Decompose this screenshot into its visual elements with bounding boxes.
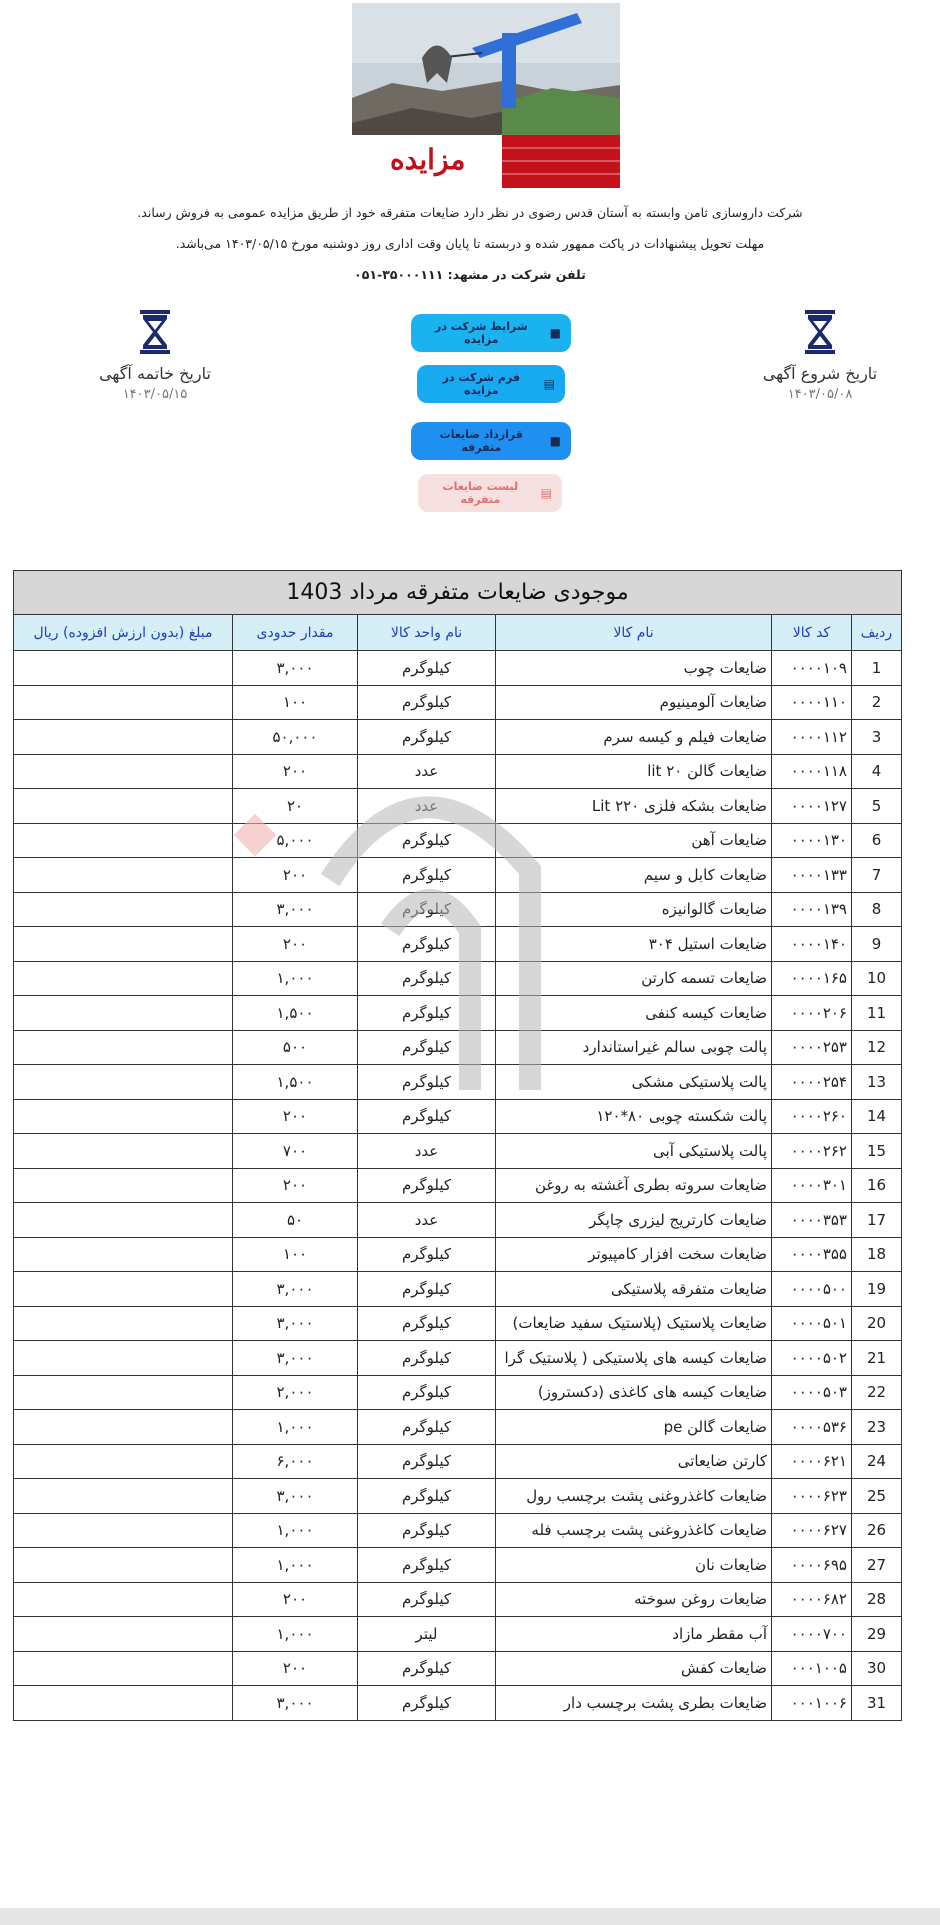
amount-cell[interactable] — [14, 892, 233, 927]
item-name-cell: ضایعات گالن ۲۰ lit — [496, 754, 772, 789]
unit-cell: کیلوگرم — [358, 823, 496, 858]
row-number-cell: 2 — [852, 685, 902, 720]
table-row — [14, 961, 902, 996]
intro-line-1: شرکت داروسازی ثامن وابسته به آستان قدس رضوی در نظر دارد ضایعات متفرقه خود از طریق مزایده عمومی به فروش رساند. — [137, 205, 803, 220]
item-code-cell: ۰۰۰۰۲۵۳ — [772, 1030, 852, 1065]
item-name-cell: ضایعات بطری پشت برچسب دار — [496, 1686, 772, 1721]
unit-cell: کیلوگرم — [358, 720, 496, 755]
amount-cell[interactable] — [14, 858, 233, 893]
table-row — [14, 1548, 902, 1583]
row-number-cell: 24 — [852, 1444, 902, 1479]
row-number-cell: 29 — [852, 1617, 902, 1652]
quantity-cell: ۱۰۰ — [233, 1237, 358, 1272]
item-code-cell: ۰۰۰۰۱۱۸ — [772, 754, 852, 789]
amount-cell[interactable] — [14, 823, 233, 858]
item-name-cell: ضایعات پلاستیک (پلاستیک سفید ضایعات) — [496, 1306, 772, 1341]
unit-cell: کیلوگرم — [358, 1168, 496, 1203]
amount-cell[interactable] — [14, 651, 233, 686]
auction-banner-image — [352, 3, 620, 188]
table-row — [14, 1513, 902, 1548]
item-code-cell: ۰۰۰۰۱۰۹ — [772, 651, 852, 686]
scrap-list-button[interactable] — [418, 474, 562, 512]
form-icon: ▤ — [543, 377, 555, 391]
item-code-cell: ۰۰۰۰۵۰۳ — [772, 1375, 852, 1410]
unit-cell: کیلوگرم — [358, 961, 496, 996]
row-number-cell: 18 — [852, 1237, 902, 1272]
unit-cell: کیلوگرم — [358, 1099, 496, 1134]
table-row — [14, 685, 902, 720]
quantity-cell: ۳,۰۰۰ — [233, 651, 358, 686]
table-row — [14, 1134, 902, 1169]
table-row — [14, 1099, 902, 1134]
table-row — [14, 858, 902, 893]
row-number-cell: 19 — [852, 1272, 902, 1307]
unit-cell: کیلوگرم — [358, 1375, 496, 1410]
item-name-cell: ضایعات کیسه کنفی — [496, 996, 772, 1031]
start-date-block — [720, 310, 920, 402]
table-row — [14, 720, 902, 755]
table-row — [14, 1065, 902, 1100]
item-name-cell: ضایعات فیلم و کیسه سرم — [496, 720, 772, 755]
quantity-cell: ۵۰۰ — [233, 1030, 358, 1065]
list-icon: ▤ — [540, 486, 552, 500]
amount-cell[interactable] — [14, 1375, 233, 1410]
table-row — [14, 789, 902, 824]
amount-cell[interactable] — [14, 1444, 233, 1479]
row-number-cell: 20 — [852, 1306, 902, 1341]
item-code-cell: ۰۰۰۰۵۰۰ — [772, 1272, 852, 1307]
unit-cell: کیلوگرم — [358, 1513, 496, 1548]
item-name-cell: ضایعات چوب — [496, 651, 772, 686]
row-number-cell: 26 — [852, 1513, 902, 1548]
table-row — [14, 1410, 902, 1445]
item-code-cell: ۰۰۰۰۳۰۱ — [772, 1168, 852, 1203]
unit-cell: کیلوگرم — [358, 858, 496, 893]
unit-cell: عدد — [358, 1134, 496, 1169]
quantity-cell: ۳,۰۰۰ — [233, 1306, 358, 1341]
unit-cell: لیتر — [358, 1617, 496, 1652]
row-number-cell: 1 — [852, 651, 902, 686]
quantity-cell: ۱,۵۰۰ — [233, 996, 358, 1031]
end-date-value: ۱۴۰۳/۰۵/۱۵ — [122, 387, 188, 402]
item-code-cell: ۰۰۰۰۱۱۰ — [772, 685, 852, 720]
unit-cell: عدد — [358, 754, 496, 789]
header-item-code: کد کالا — [772, 615, 852, 651]
auction-terms-button[interactable] — [411, 314, 571, 352]
unit-cell: کیلوگرم — [358, 651, 496, 686]
item-code-cell: ۰۰۰۰۱۳۰ — [772, 823, 852, 858]
quantity-cell: ۲۰ — [233, 789, 358, 824]
auction-form-button[interactable] — [417, 365, 565, 403]
item-code-cell: ۰۰۰۰۶۲۷ — [772, 1513, 852, 1548]
contract-label: قرارداد ضایعات متفرقه — [439, 428, 523, 454]
row-number-cell: 4 — [852, 754, 902, 789]
quantity-cell: ۳,۰۰۰ — [233, 1479, 358, 1514]
row-number-cell: 7 — [852, 858, 902, 893]
row-number-cell: 11 — [852, 996, 902, 1031]
item-code-cell: ۰۰۰۰۲۵۴ — [772, 1065, 852, 1100]
item-name-cell: ضایعات سروته بطری آغشته به روغن — [496, 1168, 772, 1203]
amount-cell[interactable] — [14, 789, 233, 824]
unit-cell: کیلوگرم — [358, 1341, 496, 1376]
amount-cell[interactable] — [14, 1030, 233, 1065]
item-code-cell: ۰۰۰۰۶۸۲ — [772, 1582, 852, 1617]
amount-cell[interactable] — [14, 1065, 233, 1100]
amount-cell[interactable] — [14, 1479, 233, 1514]
scrap-inventory-table — [13, 570, 902, 1721]
quantity-cell: ۲۰۰ — [233, 1582, 358, 1617]
item-name-cell: ضایعات استیل ۳۰۴ — [496, 927, 772, 962]
item-code-cell: ۰۰۰۱۰۰۶ — [772, 1686, 852, 1721]
item-name-cell: آب مقطر مازاد — [496, 1617, 772, 1652]
item-name-cell: ضایعات کاغذروغنی پشت برچسب رول — [496, 1479, 772, 1514]
item-code-cell: ۰۰۰۰۶۹۵ — [772, 1548, 852, 1583]
row-number-cell: 12 — [852, 1030, 902, 1065]
row-number-cell: 27 — [852, 1548, 902, 1583]
quantity-cell: ۳,۰۰۰ — [233, 1341, 358, 1376]
item-name-cell: ضایعات کیسه های پلاستیکی ( پلاستیک گرا — [496, 1341, 772, 1376]
item-name-cell: ضایعات تسمه کارتن — [496, 961, 772, 996]
row-number-cell: 28 — [852, 1582, 902, 1617]
item-name-cell: ضایعات سخت افزار کامپیوتر — [496, 1237, 772, 1272]
item-name-cell: ضایعات گالن pe — [496, 1410, 772, 1445]
quantity-cell: ۲,۰۰۰ — [233, 1375, 358, 1410]
quantity-cell: ۳,۰۰۰ — [233, 1686, 358, 1721]
amount-cell[interactable] — [14, 1548, 233, 1583]
unit-cell: کیلوگرم — [358, 1272, 496, 1307]
item-name-cell: ضایعات آلومینیوم — [496, 685, 772, 720]
row-number-cell: 13 — [852, 1065, 902, 1100]
start-date-value: ۱۴۰۳/۰۵/۰۸ — [787, 387, 853, 402]
amount-cell[interactable] — [14, 996, 233, 1031]
quantity-cell: ۵۰,۰۰۰ — [233, 720, 358, 755]
item-name-cell: پالت پلاستیکی مشکی — [496, 1065, 772, 1100]
unit-cell: عدد — [358, 789, 496, 824]
table-row — [14, 892, 902, 927]
amount-cell[interactable] — [14, 1203, 233, 1238]
row-number-cell: 3 — [852, 720, 902, 755]
row-number-cell: 31 — [852, 1686, 902, 1721]
unit-cell: کیلوگرم — [358, 1237, 496, 1272]
item-name-cell: ضایعات گالوانیزه — [496, 892, 772, 927]
unit-cell: کیلوگرم — [358, 1686, 496, 1721]
quantity-cell: ۶,۰۰۰ — [233, 1444, 358, 1479]
quantity-cell: ۵,۰۰۰ — [233, 823, 358, 858]
quantity-cell: ۱,۰۰۰ — [233, 1410, 358, 1445]
unit-cell: کیلوگرم — [358, 996, 496, 1031]
table-row — [14, 823, 902, 858]
amount-cell[interactable] — [14, 1306, 233, 1341]
amount-cell[interactable] — [14, 1513, 233, 1548]
end-date-block — [55, 310, 255, 402]
auction-form-label: فرم شرکت در مزایده — [442, 371, 521, 397]
item-code-cell: ۰۰۰۰۱۳۹ — [772, 892, 852, 927]
quantity-cell: ۱۰۰ — [233, 685, 358, 720]
amount-cell[interactable] — [14, 927, 233, 962]
amount-cell[interactable] — [14, 685, 233, 720]
header-item-name: نام کالا — [496, 615, 772, 651]
item-name-cell: کارتن ضایعاتی — [496, 1444, 772, 1479]
end-date-label: تاریخ خاتمه آگهی — [99, 364, 211, 383]
intro-line-2: مهلت تحویل پیشنهادات در پاکت ممهور شده و دربسته تا پایان وقت اداری روز دوشنبه مورخ ۱۴۰۳/۰۵/۱۵ می‌باشد. — [175, 236, 765, 251]
contract-button[interactable] — [411, 422, 571, 460]
item-code-cell: ۰۰۰۰۱۱۲ — [772, 720, 852, 755]
amount-cell[interactable] — [14, 1099, 233, 1134]
item-name-cell: پالت پلاستیکی آبی — [496, 1134, 772, 1169]
company-phone: تلفن شرکت در مشهد: ۳۵۰۰۰۱۱۱-۰۵۱ — [354, 267, 586, 282]
footer-bar — [0, 1908, 940, 1925]
table-row — [14, 754, 902, 789]
start-date-label: تاریخ شروع آگهی — [762, 364, 878, 383]
table-row — [14, 1479, 902, 1514]
item-code-cell: ۰۰۰۰۲۶۲ — [772, 1134, 852, 1169]
table-row — [14, 1272, 902, 1307]
quantity-cell: ۱,۰۰۰ — [233, 1513, 358, 1548]
unit-cell: کیلوگرم — [358, 1548, 496, 1583]
hourglass-icon — [805, 310, 835, 354]
item-code-cell: ۰۰۰۰۶۲۱ — [772, 1444, 852, 1479]
item-name-cell: ضایعات کیسه های کاغذی (دکستروز) — [496, 1375, 772, 1410]
item-name-cell: ضایعات کاغذروغنی پشت برچسب فله — [496, 1513, 772, 1548]
table-row — [14, 1168, 902, 1203]
table-row — [14, 1375, 902, 1410]
quantity-cell: ۲۰۰ — [233, 1099, 358, 1134]
item-name-cell: ضایعات متفرقه پلاستیکی — [496, 1272, 772, 1307]
quantity-cell: ۵۰ — [233, 1203, 358, 1238]
table-row — [14, 1686, 902, 1721]
quantity-cell: ۲۰۰ — [233, 754, 358, 789]
row-number-cell: 9 — [852, 927, 902, 962]
table-row — [14, 1617, 902, 1652]
table-row — [14, 1651, 902, 1686]
quantity-cell: ۲۰۰ — [233, 858, 358, 893]
item-name-cell: ضایعات آهن — [496, 823, 772, 858]
amount-cell[interactable] — [14, 1582, 233, 1617]
row-number-cell: 15 — [852, 1134, 902, 1169]
unit-cell: کیلوگرم — [358, 1030, 496, 1065]
item-code-cell: ۰۰۰۰۱۴۰ — [772, 927, 852, 962]
row-number-cell: 16 — [852, 1168, 902, 1203]
unit-cell: کیلوگرم — [358, 1651, 496, 1686]
table-row — [14, 1030, 902, 1065]
amount-cell[interactable] — [14, 1617, 233, 1652]
row-number-cell: 21 — [852, 1341, 902, 1376]
table-row — [14, 651, 902, 686]
item-name-cell: پالت چوبی سالم غیراستاندارد — [496, 1030, 772, 1065]
amount-cell[interactable] — [14, 1410, 233, 1445]
document-icon: ■ — [549, 434, 561, 448]
item-code-cell: ۰۰۰۰۳۵۳ — [772, 1203, 852, 1238]
row-number-cell: 17 — [852, 1203, 902, 1238]
row-number-cell: 25 — [852, 1479, 902, 1514]
item-code-cell: ۰۰۰۰۲۶۰ — [772, 1099, 852, 1134]
unit-cell: کیلوگرم — [358, 927, 496, 962]
item-code-cell: ۰۰۰۰۳۵۵ — [772, 1237, 852, 1272]
table-row — [14, 996, 902, 1031]
item-code-cell: ۰۰۰۰۲۰۶ — [772, 996, 852, 1031]
row-number-cell: 8 — [852, 892, 902, 927]
item-code-cell: ۰۰۰۰۵۰۱ — [772, 1306, 852, 1341]
hourglass-icon — [140, 310, 170, 354]
table-row — [14, 1203, 902, 1238]
item-name-cell: ضایعات روغن سوخته — [496, 1582, 772, 1617]
quantity-cell: ۲۰۰ — [233, 1651, 358, 1686]
unit-cell: کیلوگرم — [358, 685, 496, 720]
amount-cell[interactable] — [14, 1134, 233, 1169]
row-number-cell: 30 — [852, 1651, 902, 1686]
item-name-cell: ضایعات نان — [496, 1548, 772, 1583]
amount-cell[interactable] — [14, 1272, 233, 1307]
row-number-cell: 22 — [852, 1375, 902, 1410]
table-header-row — [14, 615, 902, 651]
amount-cell[interactable] — [14, 754, 233, 789]
unit-cell: عدد — [358, 1203, 496, 1238]
quantity-cell: ۱,۵۰۰ — [233, 1065, 358, 1100]
item-name-cell: ضایعات کفش — [496, 1651, 772, 1686]
auction-terms-label: شرایط شرکت در مزایده — [434, 320, 528, 346]
row-number-cell: 6 — [852, 823, 902, 858]
item-name-cell: ضایعات بشکه فلزی ۲۲۰ Lit — [496, 789, 772, 824]
table-row — [14, 1341, 902, 1376]
item-code-cell: ۰۰۰۰۵۰۲ — [772, 1341, 852, 1376]
quantity-cell: ۳,۰۰۰ — [233, 1272, 358, 1307]
item-code-cell: ۰۰۰۰۱۶۵ — [772, 961, 852, 996]
amount-cell[interactable] — [14, 1168, 233, 1203]
quantity-cell: ۲۰۰ — [233, 1168, 358, 1203]
table-row — [14, 1306, 902, 1341]
unit-cell: کیلوگرم — [358, 1479, 496, 1514]
table-row — [14, 927, 902, 962]
quantity-cell: ۱,۰۰۰ — [233, 1617, 358, 1652]
item-code-cell: ۰۰۰۰۱۲۷ — [772, 789, 852, 824]
unit-cell: کیلوگرم — [358, 1306, 496, 1341]
unit-cell: کیلوگرم — [358, 1444, 496, 1479]
quantity-cell: ۷۰۰ — [233, 1134, 358, 1169]
item-name-cell: ضایعات کارتریج لیزری چاپگر — [496, 1203, 772, 1238]
table-row — [14, 1582, 902, 1617]
item-code-cell: ۰۰۰۰۶۲۳ — [772, 1479, 852, 1514]
amount-cell[interactable] — [14, 720, 233, 755]
header-quantity: مقدار حدودی — [233, 615, 358, 651]
row-number-cell: 10 — [852, 961, 902, 996]
item-code-cell: ۰۰۰۰۱۳۳ — [772, 858, 852, 893]
quantity-cell: ۲۰۰ — [233, 927, 358, 962]
header-amount: مبلغ (بدون ارزش افزوده) ریال — [14, 615, 233, 651]
unit-cell: کیلوگرم — [358, 1410, 496, 1445]
quantity-cell: ۳,۰۰۰ — [233, 892, 358, 927]
amount-cell[interactable] — [14, 961, 233, 996]
table-row — [14, 1237, 902, 1272]
item-code-cell: ۰۰۰۰۷۰۰ — [772, 1617, 852, 1652]
header-row-number: ردیف — [852, 615, 902, 651]
amount-cell[interactable] — [14, 1237, 233, 1272]
item-code-cell: ۰۰۰۰۵۳۶ — [772, 1410, 852, 1445]
row-number-cell: 23 — [852, 1410, 902, 1445]
header-unit: نام واحد کالا — [358, 615, 496, 651]
row-number-cell: 14 — [852, 1099, 902, 1134]
item-name-cell: پالت شکسته چوبی ۸۰*۱۲۰ — [496, 1099, 772, 1134]
document-icon: ■ — [549, 326, 561, 340]
table-title: موجودی ضایعات متفرقه مرداد 1403 — [14, 571, 902, 615]
row-number-cell: 5 — [852, 789, 902, 824]
unit-cell: کیلوگرم — [358, 892, 496, 927]
amount-cell[interactable] — [14, 1341, 233, 1376]
scrap-list-label: لیست ضایعات متفرقه — [442, 480, 519, 506]
auction-banner-title: مزایده — [390, 143, 466, 176]
unit-cell: کیلوگرم — [358, 1582, 496, 1617]
amount-cell[interactable] — [14, 1651, 233, 1686]
table-row — [14, 1444, 902, 1479]
quantity-cell: ۱,۰۰۰ — [233, 961, 358, 996]
item-name-cell: ضایعات کابل و سیم — [496, 858, 772, 893]
amount-cell[interactable] — [14, 1686, 233, 1721]
item-code-cell: ۰۰۰۱۰۰۵ — [772, 1651, 852, 1686]
unit-cell: کیلوگرم — [358, 1065, 496, 1100]
quantity-cell: ۱,۰۰۰ — [233, 1548, 358, 1583]
